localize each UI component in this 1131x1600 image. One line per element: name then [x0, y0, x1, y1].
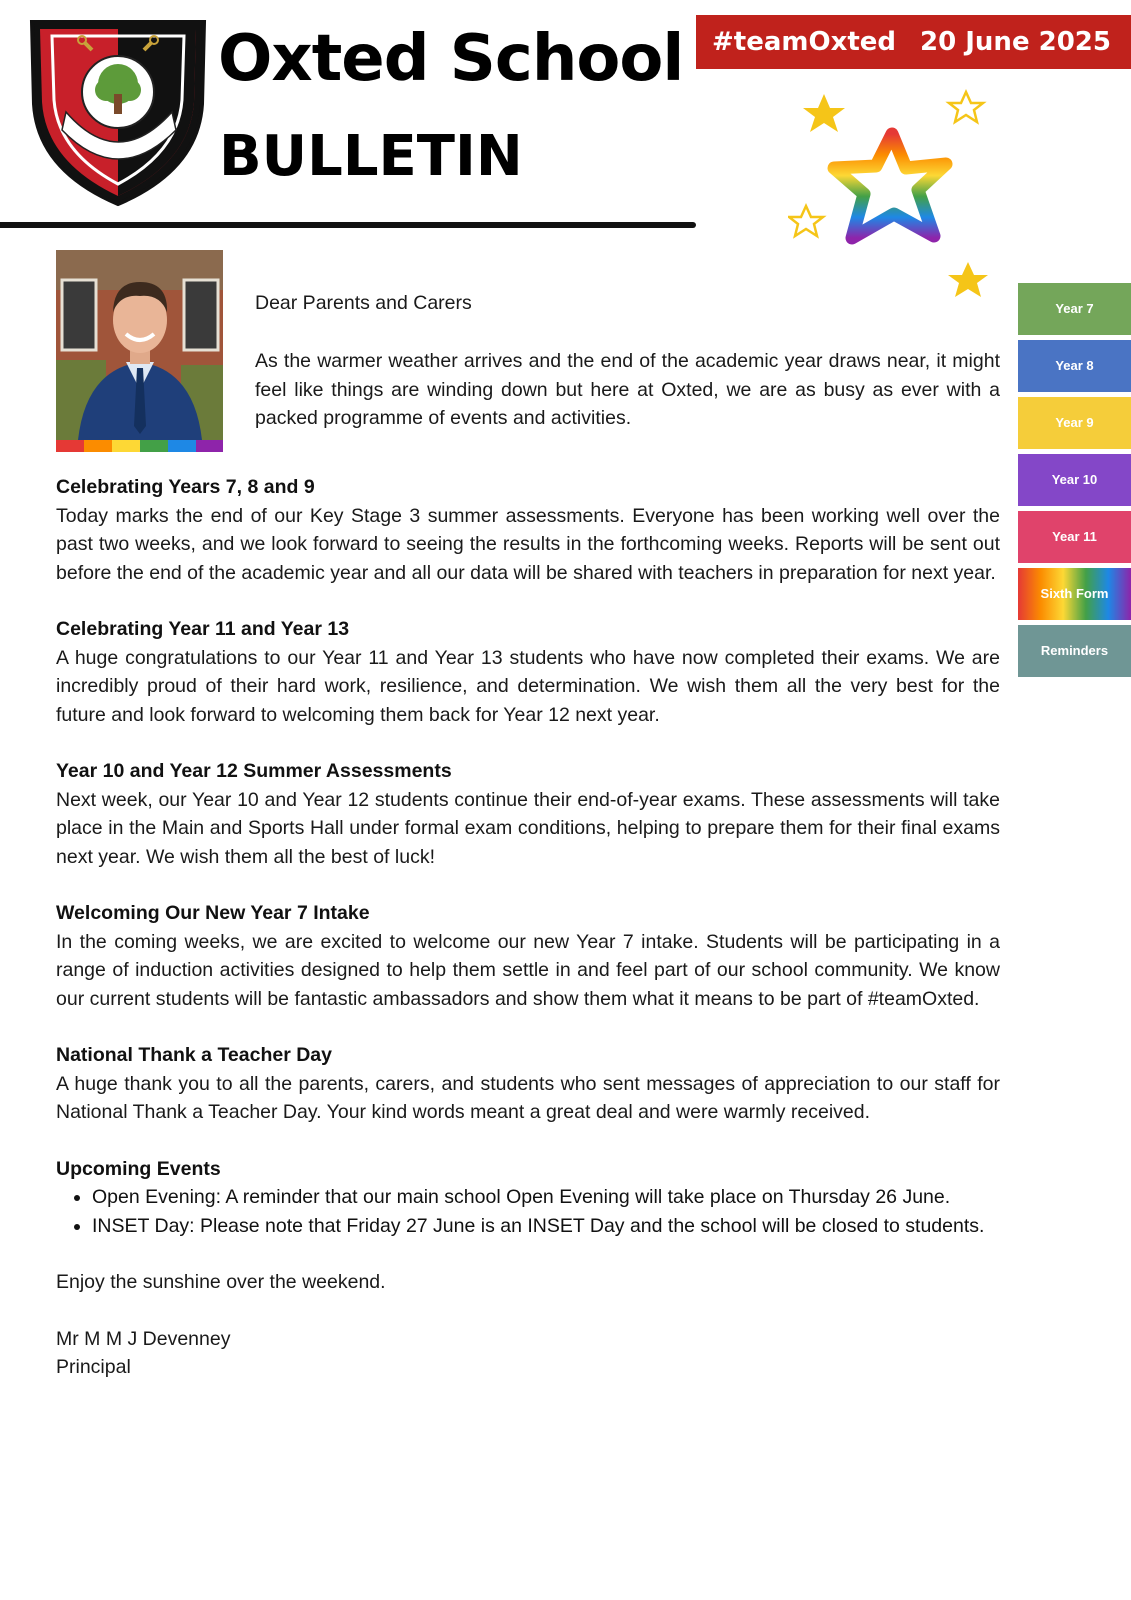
- school-crest-logo: [26, 12, 210, 208]
- list-item: • INSET Day: Please note that Friday 27 June is an INSET Day and the school will be closed to students.: [92, 1212, 1000, 1241]
- section-heading: Welcoming Our New Year 7 Intake: [56, 902, 370, 924]
- tab-year-9[interactable]: Year 9: [1018, 397, 1131, 449]
- signature-name: Mr M M J Devenney: [56, 1327, 231, 1350]
- year-group-nav: [1018, 283, 1131, 682]
- section-ks3: [56, 473, 1000, 587]
- bulletin-date: 20 June 2025: [920, 27, 1111, 57]
- section-body: Today marks the end of our Key Stage 3 summer assessments. Everyone has been working well over the past two weeks, and we look forward to seeing the results in the forthcoming weeks. Reports will be sent out before the end of the academic year and all our data will be shared with teachers in preparation for next year.: [56, 504, 1000, 584]
- section-body: A huge thank you to all the parents, carers, and students who sent messages of appreciation to our staff for National Thank a Teacher Day. Your kind words meant a great deal and were warmly received.: [56, 1072, 1000, 1123]
- tab-year-7[interactable]: Year 7: [1018, 283, 1131, 335]
- section-body: In the coming weeks, we are excited to welcome our new Year 7 intake. Students will be participating in a range of induction activities designed to help them settle in and feel part of our school community. We know our current students will be fantastic ambassadors and show them what it means to be part of #teamOxted.: [56, 930, 1000, 1010]
- letter-body: [56, 473, 1000, 1382]
- school-name: Oxted School: [218, 22, 684, 96]
- section-body: Next week, our Year 10 and Year 12 students continue their end-of-year exams. These assessments will take place in the Main and Sports Hall under formal exam conditions, helping to prepare them for their final exams next year. We wish them all the best of luck!: [56, 788, 1000, 868]
- section-body: A huge congratulations to our Year 11 and Year 13 students who have now completed their exams. We are incredibly proud of their hard work, resilience, and determination. We wish them all the very best for the future and look forward to welcoming them back for Year 12 next year.: [56, 646, 1000, 726]
- tab-year-10[interactable]: Year 10: [1018, 454, 1131, 506]
- hashtag-label: #teamOxted: [712, 27, 897, 57]
- letter-intro: As the warmer weather arrives and the end of the academic year draws near, it might feel like things are winding down but here at Oxted, we are as busy as ever with a packed programme of events and activities.: [255, 350, 1000, 429]
- section-thank-a-teacher: [56, 1041, 1000, 1127]
- signature-block: [56, 1325, 1000, 1382]
- list-item: • Open Evening: A reminder that our main school Open Evening will take place on Thursday 26 June.: [92, 1183, 1000, 1212]
- section-heading: Year 10 and Year 12 Summer Assessments: [56, 760, 452, 782]
- principal-photo: [56, 250, 223, 452]
- tab-sixth-form[interactable]: Sixth Form: [1018, 568, 1131, 620]
- tab-year-11[interactable]: Year 11: [1018, 511, 1131, 563]
- section-year10-12: [56, 757, 1000, 871]
- letter-greeting: Dear Parents and Carers: [255, 292, 472, 314]
- tab-year-8[interactable]: Year 8: [1018, 340, 1131, 392]
- events-list: [56, 1183, 1000, 1240]
- section-year11-13: [56, 615, 1000, 729]
- date-banner: [696, 15, 1131, 69]
- publication-title: BULLETIN: [219, 124, 523, 189]
- section-heading: Celebrating Year 11 and Year 13: [56, 618, 350, 640]
- header-divider: [0, 222, 696, 228]
- section-heading: Upcoming Events: [56, 1157, 221, 1180]
- section-year7-intake: [56, 899, 1000, 1013]
- section-heading: National Thank a Teacher Day: [56, 1044, 332, 1066]
- signature-title: Principal: [56, 1356, 131, 1378]
- letter-closing: Enjoy the sunshine over the weekend.: [56, 1271, 386, 1293]
- tab-reminders[interactable]: Reminders: [1018, 625, 1131, 677]
- rainbow-star-decoration: [788, 86, 1018, 306]
- section-heading: Celebrating Years 7, 8 and 9: [56, 476, 315, 498]
- section-upcoming-events: [56, 1155, 1000, 1241]
